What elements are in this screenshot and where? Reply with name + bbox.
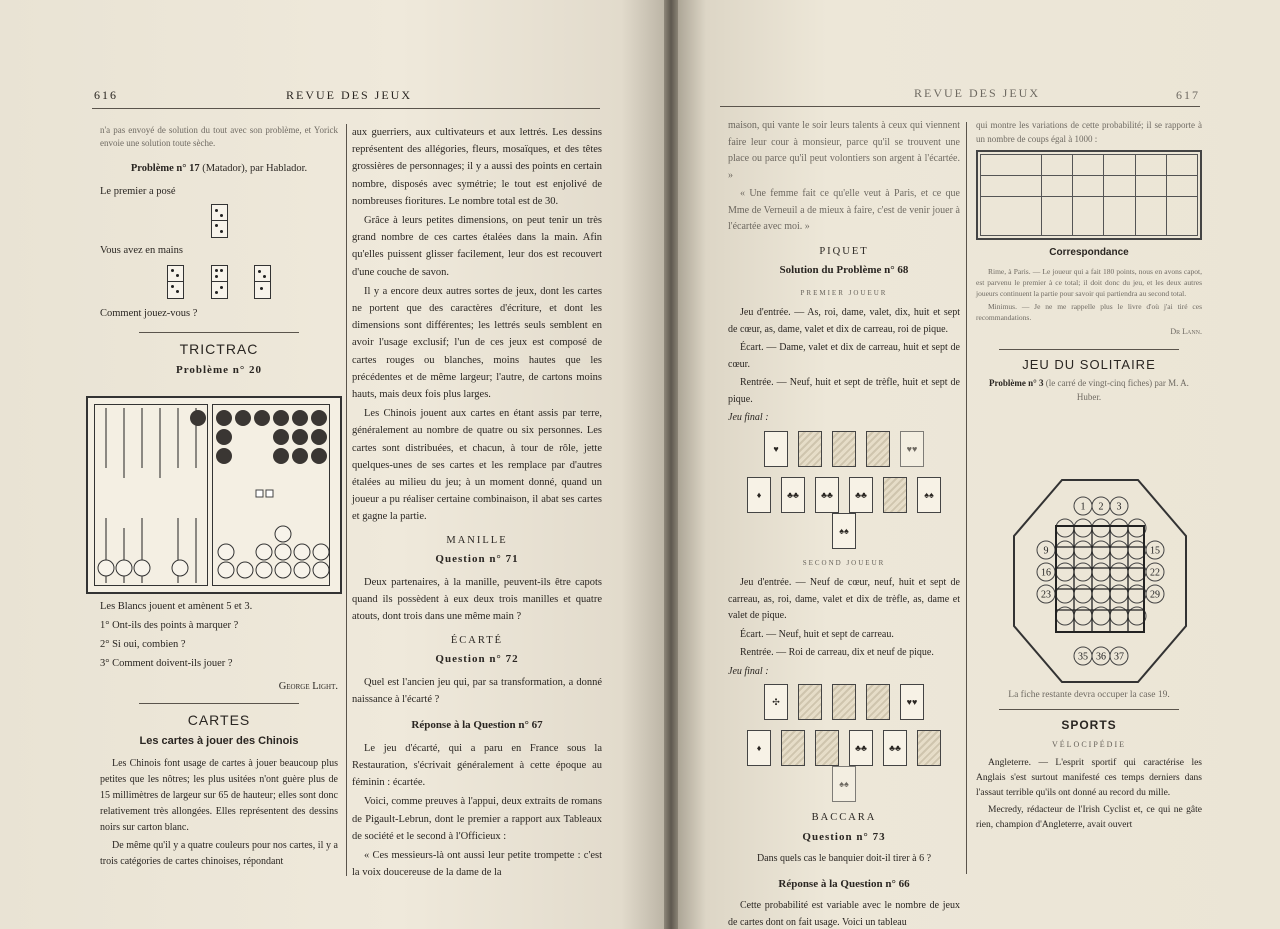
baccara-heading: BACCARA xyxy=(811,812,877,823)
correspondance-text: Minimus. — Je ne me rappelle plus le livre d'où j'ai tiré ces recommandations. xyxy=(976,302,1202,322)
left-page-number: 616 xyxy=(94,88,118,102)
piquet-text: Jeu d'entrée. — As, roi, dame, valet, dix, huit et sept de cœur, as, dame, valet et dix de carreau, roi de pique. xyxy=(728,307,960,335)
solitaire-label: 1 xyxy=(1080,501,1086,513)
domino-icon xyxy=(254,265,271,299)
solitaire-label: 37 xyxy=(1114,651,1124,663)
solitaire-label: 9 xyxy=(1043,545,1049,557)
intro-text: n'a pas envoyé de solution du tout avec son problème, et Yorick envoie une solution toute sèche. xyxy=(100,125,338,148)
second-joueur: SECOND JOUEUR xyxy=(802,558,886,567)
piquet-heading: PIQUET xyxy=(819,245,869,257)
piquet-text: Écart. — Dame, valet et dix de carreau, huit et sept de cœur. xyxy=(728,342,960,370)
solitaire-label: 16 xyxy=(1041,567,1051,579)
card-icon xyxy=(832,431,856,467)
card-icon xyxy=(866,431,890,467)
reponse-heading: Réponse à la Question n° 67 xyxy=(411,718,543,731)
reponse-paragraph: Le jeu d'écarté, qui a paru en France sous la Restauration, s'écrivait généralement à cette époque au féminin : écartée. xyxy=(352,742,602,789)
trictrac-problem: Problème n° 20 xyxy=(175,364,263,376)
cartes-paragraph: Il y a encore deux autres sortes de jeux, dont les cartes ne portent que des caractères d'écriture, et dont les dimensions sont différentes; les lettrés seuls semblent en avoir l'usage exclusif; l'un de ces jeux est composé de cartes rouges ou blanches, moins hautes que les précédentes et de même largeur; l'autre, de cartons moins hauts, mais deux fois plus larges. xyxy=(352,285,602,401)
baccara-text: Dans quels cas le banquier doit-il tirer à 6 ? xyxy=(756,853,932,864)
sports-heading: SPORTS xyxy=(1061,718,1117,732)
jeu-final-label: Jeu final : xyxy=(728,665,769,677)
trictrac-text: 3° Comment doivent-ils jouer ? xyxy=(100,658,233,669)
solitaire-label: 3 xyxy=(1116,501,1122,513)
solitaire-hole xyxy=(1056,541,1074,559)
premier-joueur: PREMIER JOUEUR xyxy=(800,288,888,297)
ecarte-question: Question n° 72 xyxy=(435,652,519,665)
right-col-2-lower xyxy=(976,688,1202,835)
piquet-solution: Solution du Problème n° 68 xyxy=(779,264,909,276)
solitaire-label: 2 xyxy=(1098,501,1104,513)
domino-icon xyxy=(211,265,228,299)
trictrac-text: Les Blancs jouent et amènent 5 et 3. xyxy=(100,601,253,612)
domino-hand xyxy=(100,265,338,299)
domino-hand-label: Vous avez en mains xyxy=(100,245,183,256)
board-pieces xyxy=(88,398,340,592)
right-column-divider xyxy=(966,122,967,874)
card-icon: ♣♣ xyxy=(815,477,839,513)
book-gutter xyxy=(664,0,678,929)
cartes-subheading: Les cartes à jouer des Chinois xyxy=(139,735,299,747)
card-icon: ♦ xyxy=(747,730,771,766)
cartes-heading: CARTES xyxy=(187,712,251,728)
ecarte-quote: « Une femme fait ce qu'elle veut à Paris, et ce que Mme de Verneuil a de mieux à faire, c'est de venir jouer à l'écartée avec moi. » xyxy=(728,188,960,232)
cartes-paragraph: De même qu'il y a quatre couleurs pour nos cartes, il y a trois catégories de cartes chinoises, répondant xyxy=(100,840,338,867)
card-row xyxy=(728,730,960,802)
trictrac-signature: George Light. xyxy=(278,681,338,692)
solitaire-label: 35 xyxy=(1078,651,1088,663)
card-icon: ✣ xyxy=(764,684,788,720)
card-row xyxy=(728,431,960,467)
solitaire-hole xyxy=(1092,585,1110,603)
right-head-rule xyxy=(720,106,1200,107)
separator xyxy=(139,703,299,704)
solitaire-hole xyxy=(1074,563,1092,581)
solitaire-label: 23 xyxy=(1041,589,1051,601)
card-icon xyxy=(866,684,890,720)
trictrac-heading: TRICTRAC xyxy=(179,341,259,357)
piquet-text: Jeu d'entrée. — Neuf de cœur, neuf, huit et sept de carreau, as, roi, dame, valet et dix de trèfle, as, dame et valet de pique. xyxy=(728,577,960,621)
solitaire-label: 36 xyxy=(1096,651,1106,663)
reponse-paragraph: Voici, comme preuves à l'appui, deux extraits de romans de Pigault-Lebrun, dont le premier a rapport aux Tableaux de société et le second à l'Officieux : xyxy=(352,796,602,842)
solitaire-hole xyxy=(1056,563,1074,581)
sports-text: Angleterre. — L'esprit sportif qui caractérise les Anglais s'est surtout manifesté ces temps derniers dans l'assaut terrible qu'ils ont donné au record du mille. xyxy=(976,758,1202,798)
cartes-paragraph: aux guerriers, aux cultivateurs et aux lettrés. Les dessins représentent des allégories, fleurs, mosaïques, et des têtes grossières de personnages; il y a aussi des points en certain nombre, disposés avec symétrie; le tout est enjolivé de nombreuses fioritures. Le nombre total est de 30. xyxy=(352,127,602,207)
solitaire-hole xyxy=(1110,519,1128,537)
solitaire-hole xyxy=(1056,585,1074,603)
probability-table xyxy=(976,150,1202,240)
card-icon: ♣♣ xyxy=(849,477,873,513)
separator xyxy=(999,349,1179,350)
trictrac-text: 1° Ont-ils des points à marquer ? xyxy=(100,620,239,631)
manille-heading: MANILLE xyxy=(446,534,508,546)
solitaire-hole xyxy=(1074,585,1092,603)
card-row xyxy=(728,684,960,720)
manille-text: Deux partenaires, à la manille, peuvent-ils être capots quand ils possèdent à eux deux trois manilles et quatre atouts, dont trois dans une même main ? xyxy=(352,577,602,623)
cartes-paragraph: Les Chinois font usage de cartes à jouer beaucoup plus petites que les nôtres; les plus usitées n'ont guère plus de 15 millimètres de largeur sur 65 de hauteur; elles sont donc relativement très allongées. Elles représentent des dessins noirs sur carton blanc. xyxy=(100,758,338,833)
domino-question: Comment jouez-vous ? xyxy=(100,308,198,319)
solitaire-problem: Problème n° 3 (le carré de vingt-cinq fiches) par M. A. Huber. xyxy=(989,378,1189,402)
reponse-heading: Réponse à la Question n° 66 xyxy=(778,877,910,890)
correspondance-text: Rime, à Paris. — Le joueur qui a fait 180 points, nous en avons capot, est parvenu le premier à ce total; il doit donc du jeu, et les deux autres joueurs continuent la partie pour savoir qui partiendra au second total. xyxy=(976,267,1202,298)
domino-posed: Le premier a posé xyxy=(100,186,176,197)
card-icon: ♠♠ xyxy=(832,766,856,802)
cartes-paragraph: Les Chinois jouent aux cartes en étant assis par terre, généralement au nombre de quatre ou six personnes. Les cartes sont distribuées, et chacun, à tour de rôle, jette quelques-unes de ses cartes et les remplace par d'autres étalées au milieu du jeu; à un moment donné, quand un joueur a pu réaliser certaine combinaison, il abat ses cartes et gagne la partie. xyxy=(352,408,602,523)
left-col-2 xyxy=(352,124,602,883)
reponse-text: Cette probabilité est variable avec le nombre de jeux de cartes dont on fait usage. Voici un tableau xyxy=(728,900,960,928)
left-running-head: REVUE DES JEUX xyxy=(286,88,412,102)
solitaire-label: 22 xyxy=(1150,567,1160,579)
solitaire-hole xyxy=(1056,519,1074,537)
left-head-rule xyxy=(92,108,600,109)
cartes-paragraph: Grâce à leurs petites dimensions, on peut tenir un très grand nombre de ces cartes étalées dans la main. Afin qu'elles puissent glisser facilement, leur dos est recouvert d'une couche de savon. xyxy=(352,215,602,278)
manille-question: Question n° 71 xyxy=(435,552,519,565)
solitaire-hole xyxy=(1110,585,1128,603)
solitaire-heading: JEU DU SOLITAIRE xyxy=(1022,357,1156,372)
trictrac-board xyxy=(86,396,342,594)
solitaire-hole xyxy=(1092,541,1110,559)
right-col-1 xyxy=(728,118,960,929)
solitaire-label: 15 xyxy=(1150,545,1160,557)
piquet-text: Écart. — Neuf, huit et sept de carreau. xyxy=(740,628,894,640)
jeu-final-label: Jeu final : xyxy=(728,412,769,423)
right-col-2 xyxy=(976,118,1202,404)
card-icon: ♥♥ xyxy=(900,431,924,467)
solitaire-hole xyxy=(1074,541,1092,559)
piquet-text: Rentrée. — Neuf, huit et sept de trèfle, huit et sept de pique. xyxy=(728,377,960,405)
card-icon: ♣♣ xyxy=(781,477,805,513)
reponse-paragraph: « Ces messieurs-là ont aussi leur petite trompette : c'est la voix doucereuse de la dame de la xyxy=(352,849,602,879)
card-icon: ♥ xyxy=(764,431,788,467)
ecarte-text: Quel est l'ancien jeu qui, par sa transformation, a donné naissance à l'écarté ? xyxy=(352,677,602,706)
probability-table-grid xyxy=(980,154,1198,236)
card-icon: ♠♠ xyxy=(832,513,856,549)
card-icon: ♣♣ xyxy=(849,730,873,766)
trictrac-text: 2° Si oui, combien ? xyxy=(100,639,186,650)
right-page-number: 617 xyxy=(1176,88,1200,102)
baccara-question: Question n° 73 xyxy=(802,830,886,843)
left-col-1-lower xyxy=(100,598,338,872)
domino-icon xyxy=(167,265,184,299)
card-icon: ♠♠ xyxy=(917,477,941,513)
card-icon xyxy=(832,684,856,720)
card-icon xyxy=(798,431,822,467)
card-icon: ♦ xyxy=(747,477,771,513)
card-icon xyxy=(815,730,839,766)
table-intro: qui montre les variations de cette probabilité; il se rapporte à un nombre de coups égal à 1000 : xyxy=(976,120,1202,144)
velocipedie-heading: VÉLOCIPÉDIE xyxy=(1052,740,1126,749)
solitaire-caption: La fiche restante devra occuper la case 19. xyxy=(1008,690,1170,700)
card-icon: ♥♥ xyxy=(900,684,924,720)
right-running-head: REVUE DES JEUX xyxy=(914,86,1040,100)
card-icon xyxy=(917,730,941,766)
left-column-divider xyxy=(346,124,347,876)
domino-problem-title: Problème n° 17 (Matador), par Hablador. xyxy=(130,163,308,174)
ecarte-quote: maison, qui vante le soir leurs talents à ceux qui viennent faire leur cour à monsieur, parce qu'il se trouvent une place ou parce qu'il peut volontiers son argent à l'écartée. » xyxy=(728,120,960,181)
solitaire-label: 29 xyxy=(1150,589,1160,601)
solitaire-hole xyxy=(1092,519,1110,537)
sports-text: Mecredy, rédacteur de l'Irish Cyclist et, ce qui ne gâte rien, champion d'Angleterre, avait ouvert xyxy=(976,805,1202,830)
domino-icon xyxy=(211,204,228,238)
right-page xyxy=(676,0,1280,929)
card-row xyxy=(728,477,960,549)
solitaire-hole xyxy=(1110,541,1128,559)
correspondance-heading: Correspondance xyxy=(1049,247,1129,258)
card-icon xyxy=(781,730,805,766)
solitaire-hole xyxy=(1092,563,1110,581)
solitaire-hole xyxy=(1110,563,1128,581)
ecarte-heading: ÉCARTÉ xyxy=(450,634,504,646)
card-icon xyxy=(883,477,907,513)
left-col-1 xyxy=(100,124,338,385)
solitaire-hole xyxy=(1074,519,1092,537)
card-icon: ♣♣ xyxy=(883,730,907,766)
card-icon xyxy=(798,684,822,720)
solitaire-board xyxy=(1010,476,1190,686)
correspondance-signature: Dr Lann. xyxy=(1170,327,1202,336)
separator xyxy=(999,709,1179,710)
separator xyxy=(139,332,299,333)
piquet-text: Rentrée. — Roi de carreau, dix et neuf de pique. xyxy=(740,647,934,658)
domino-played xyxy=(100,204,338,238)
